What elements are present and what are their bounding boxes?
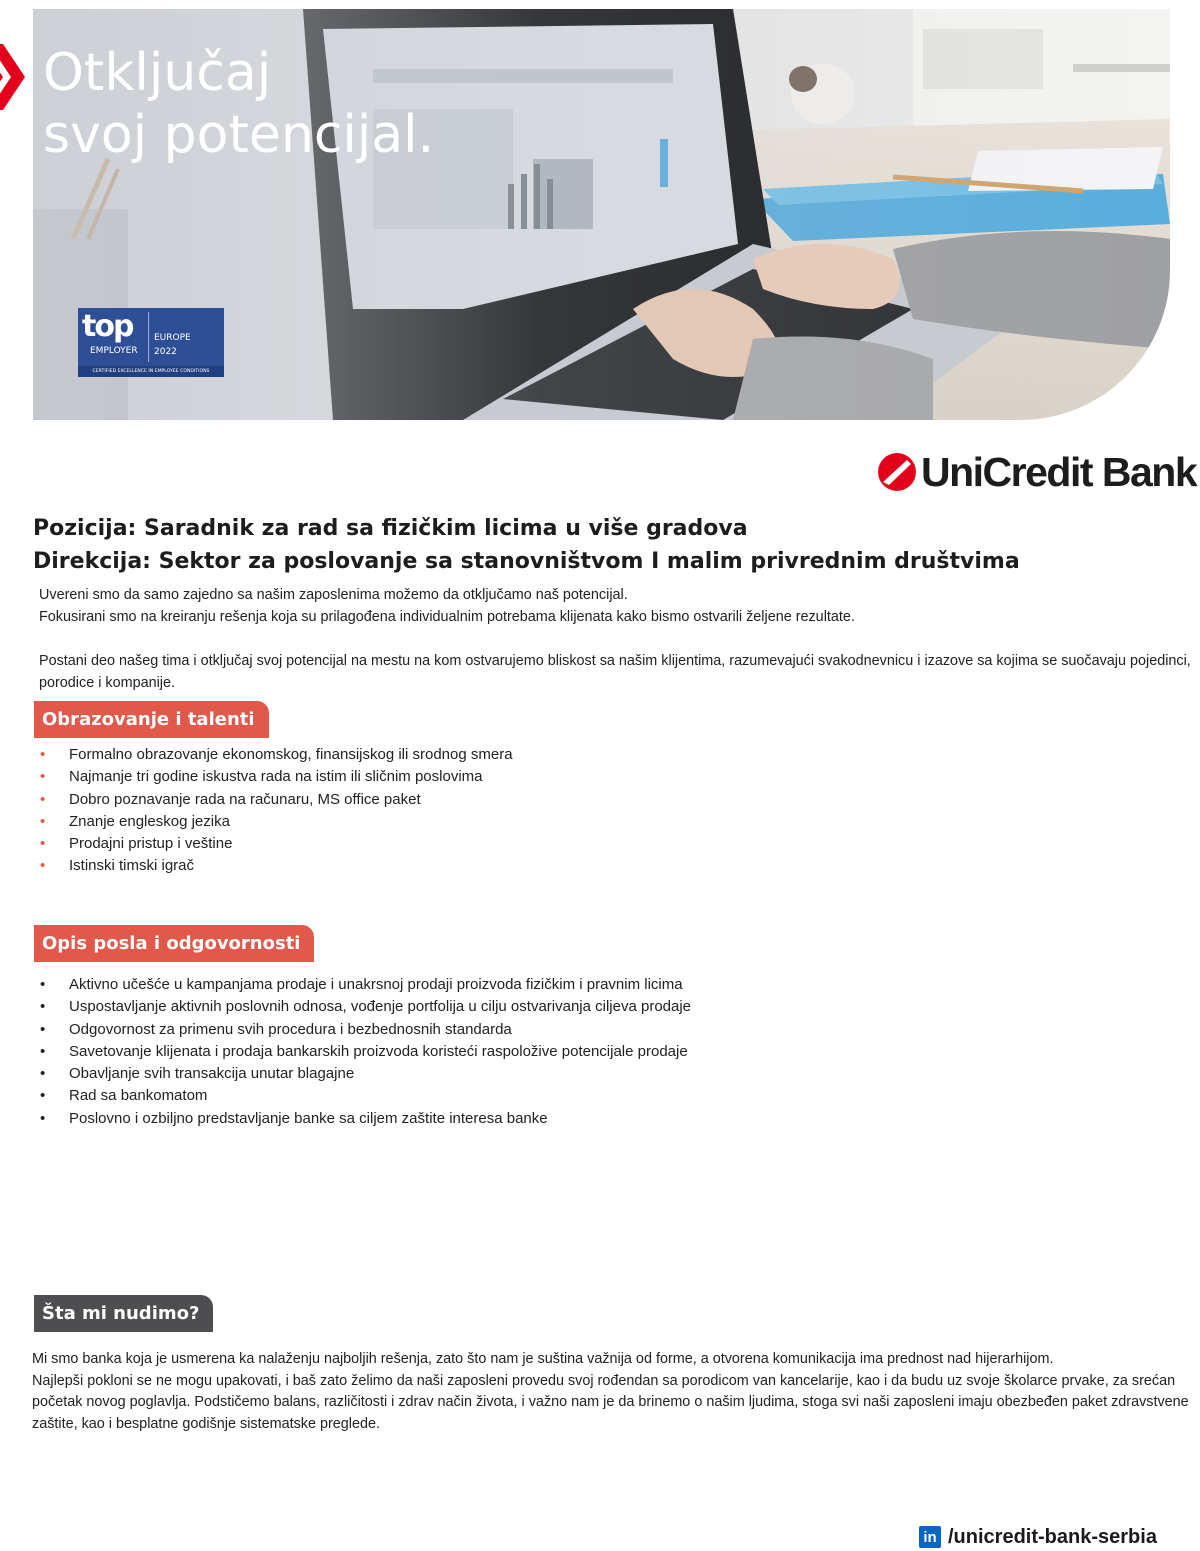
linkedin-icon[interactable]: in <box>919 1526 941 1548</box>
double-chevron-icon <box>0 44 31 110</box>
hero-headline-line2: svoj potencijal. <box>43 105 435 165</box>
intro-line: Fokusirani smo na kreiranju rešenja koja su prilagođena individualnim potrebama klijenata kako bismo ostvarili željene rezultate. <box>39 609 855 625</box>
bullet-icon: • <box>40 746 46 763</box>
bullet-icon: • <box>40 1042 46 1060</box>
top-employer-badge <box>78 308 224 377</box>
education-heading: Obrazovanje i talenti <box>34 701 269 738</box>
list-item: • Aktivno učešće u kampanjama prodaje i unakrsnoj prodaji proizvoda fizičkim i pravnim licima <box>38 974 691 996</box>
bullet-icon: • <box>40 1065 46 1083</box>
bullet-icon: • <box>40 1109 46 1127</box>
offer-heading: Šta mi nudimo? <box>34 1295 213 1332</box>
hero-headline <box>43 42 434 166</box>
list-item: • Prodajni pristup i veštine <box>38 833 513 855</box>
offer-text <box>32 1349 1194 1435</box>
list-item: • Savetovanje klijenata i prodaja bankarskih proizvoda koristeći raspoložive potencijale prodaje <box>38 1041 691 1063</box>
hero-headline-line1: Otključaj <box>43 43 272 103</box>
team-text: Postani deo našeg tima i otključaj svoj potencijal na mestu na kom ostvarujemo bliskost sa našim klijentima, razumevajući svakodnevnicu i izazove sa kojima se suočavaju pojedinci, porodice i kompanije. <box>39 653 1191 691</box>
unicredit-logo <box>877 449 1197 495</box>
direction-title: Direkcija: Sektor za poslovanje sa stanovništvom I malim privrednim društvima <box>33 549 1020 574</box>
badge-region: EUROPE <box>154 333 191 343</box>
offer-line: Mi smo banka koja je usmerena ka nalaženju najboljih rešenja, zato što nam je suština važnija od forme, a otvorena komunikacija ima prednost nad hijerarhijom. <box>32 1351 1054 1367</box>
linkedin-handle[interactable]: /unicredit-bank-serbia <box>948 1526 1157 1548</box>
bullet-icon: • <box>40 857 46 875</box>
badge-certification: CERTIFIED EXCELLENCE IN EMPLOYEE CONDITIONS <box>78 366 224 377</box>
list-item: • Rad sa bankomatom <box>38 1085 691 1107</box>
bullet-icon: • <box>40 976 46 993</box>
bullet-icon: • <box>40 1087 46 1105</box>
intro-line: Uvereni smo da samo zajedno sa našim zaposlenima možemo da otključamo naš potencijal. <box>39 587 628 603</box>
badge-employer: EMPLOYER <box>90 346 138 356</box>
education-list <box>38 744 513 878</box>
list-item: • Uspostavljanje aktivnih poslovnih odnosa, vođenje portfolija u cilju ostvarivanja ciljeva prodaje <box>38 996 691 1018</box>
bullet-icon: • <box>40 790 46 808</box>
logo-wordmark: UniCredit Bank <box>921 449 1197 495</box>
badge-divider <box>148 312 149 362</box>
list-item: • Poslovno i ozbiljno predstavljanje banke sa ciljem zaštite interesa banke <box>38 1108 691 1130</box>
duties-heading: Opis posla i odgovornosti <box>34 925 314 962</box>
position-title: Pozicija: Saradnik za rad sa fizičkim licima u više gradova <box>33 516 748 541</box>
list-item: • Formalno obrazovanje ekonomskog, finansijskog ili srodnog smera <box>38 744 513 766</box>
bullet-icon: • <box>40 812 46 830</box>
list-item: • Odgovornost za primenu svih procedura i bezbednosnih standarda <box>38 1019 691 1041</box>
offer-line: Najlepši pokloni se ne mogu upakovati, i baš zato želimo da naši zaposleni provedu svoj rođendan sa porodicom van kancelarije, kao i da budu uz svoje školarce prvake, za srećan početak novog poglavlja. Podstičemo balans, različitosti i zdrav način života, i važno nam je da brinemo o našim ljudima, stoga svi naši zaposleni imaju obezbeđen paket zdravstvene zaštite, kao i besplatne godišnje sistematske preglede. <box>32 1372 1189 1432</box>
duties-list <box>38 974 691 1130</box>
list-item: • Istinski timski igrač <box>38 855 513 877</box>
list-item: • Obavljanje svih transakcija unutar blagajne <box>38 1063 691 1085</box>
intro-text <box>39 584 1200 628</box>
bullet-icon: • <box>40 835 46 853</box>
list-item: • Najmanje tri godine iskustva rada na istim ili sličnim poslovima <box>38 766 513 788</box>
unicredit-logo-icon <box>877 452 917 492</box>
bullet-icon: • <box>40 1020 46 1038</box>
badge-year: 2022 <box>154 347 177 357</box>
badge-brand: top <box>82 309 133 344</box>
list-item: • Dobro poznavanje rada na računaru, MS office paket <box>38 789 513 811</box>
bullet-icon: • <box>40 768 46 786</box>
bullet-icon: • <box>40 998 46 1016</box>
list-item: • Znanje engleskog jezika <box>38 811 513 833</box>
